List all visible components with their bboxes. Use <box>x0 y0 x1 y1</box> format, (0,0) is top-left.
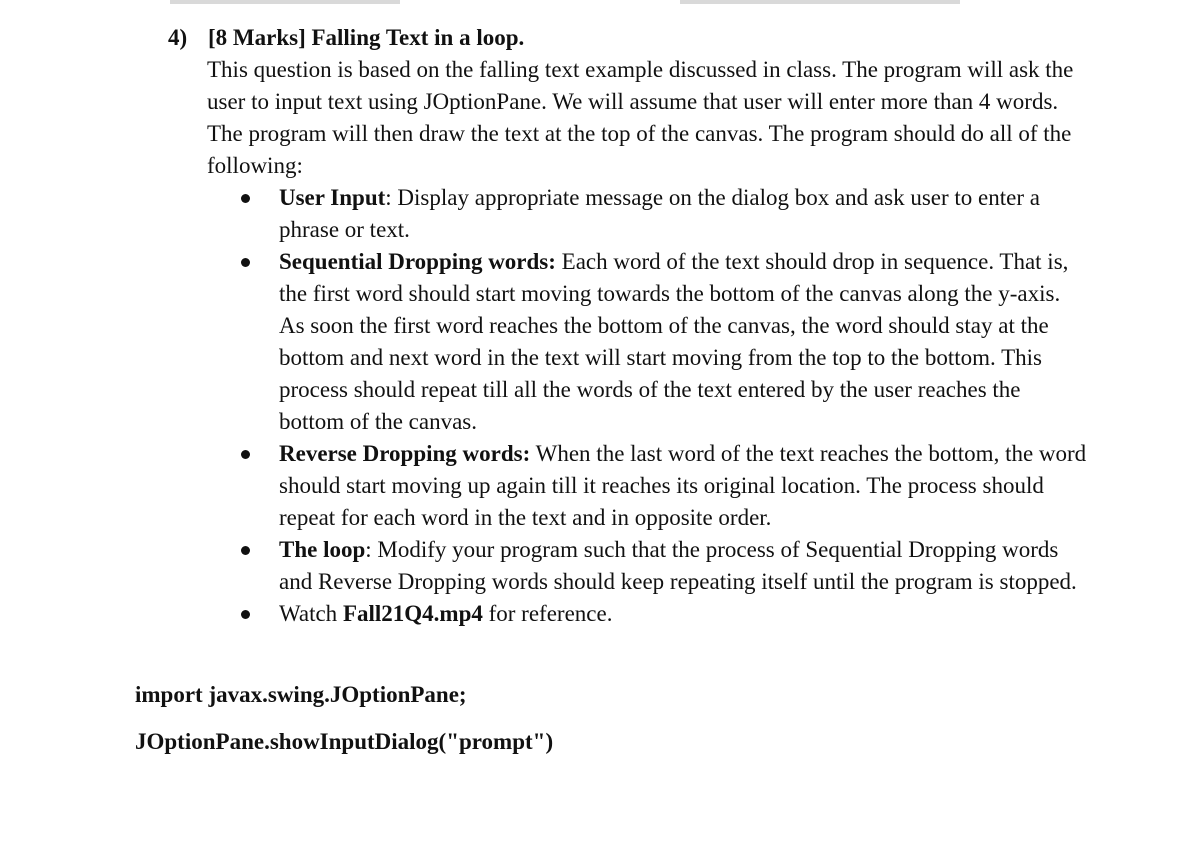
question-heading <box>168 22 524 54</box>
reference-video-filename: Fall21Q4.mp4 <box>342 601 483 626</box>
requirement-user-input <box>207 182 1087 246</box>
requirement-reverse-dropping <box>207 438 1087 534</box>
requirements-list <box>207 182 1087 630</box>
bullet-icon <box>241 610 250 619</box>
requirement-label: Sequential Dropping words: <box>279 249 556 274</box>
bullet-icon <box>241 546 250 555</box>
requirement-label: Reverse Dropping words: <box>279 441 531 466</box>
requirement-watch-video <box>207 598 1087 630</box>
requirement-suffix: for reference. <box>482 601 613 626</box>
requirement-label: The loop <box>279 537 366 562</box>
requirement-label: User Input <box>279 185 386 210</box>
code-import-line: import javax.swing.JOptionPane; <box>135 682 467 707</box>
code-call-line: JOptionPane.showInputDialog("prompt") <box>135 729 554 754</box>
question-body <box>207 54 1087 626</box>
bullet-icon <box>241 450 250 459</box>
requirement-text: When the last word of the text reaches the bottom, the word should start moving up again till it reaches its original location. The process should repeat for each word in the text and in opposite order. <box>279 441 1087 530</box>
requirement-prefix: Watch <box>279 601 343 626</box>
cropped-header-fragment-left <box>170 0 400 4</box>
requirement-text: : Display appropriate message on the dialog box and ask user to enter a phrase or text. <box>279 185 1040 242</box>
bullet-icon <box>241 194 250 203</box>
requirement-text: Each word of the text should drop in sequence. That is, the first word should start moving towards the bottom of the canvas along the y-axis. As soon the first word reaches the bottom of the canvas, the word should stay at the bottom and next word in the text will start moving from the top to the bottom. This process should repeat till all the words of the text entered by the user reaches the bottom of the canvas. <box>279 249 1069 434</box>
question-number: 4) <box>168 25 188 50</box>
question-intro: This question is based on the falling text example discussed in class. The program will ask the user to input text using JOptionPane. We will assume that user will enter more than 4 words. The program will then draw the text at the top of the canvas. The program should do all of the following: <box>207 57 1074 178</box>
requirement-loop <box>207 534 1087 598</box>
requirement-text: : Modify your program such that the process of Sequential Dropping words and Reverse Dropping words should keep repeating itself until the program is stopped. <box>279 537 1077 594</box>
cropped-header-fragment-right <box>680 0 960 4</box>
bullet-icon <box>241 258 250 267</box>
requirement-sequential-dropping <box>207 246 1087 438</box>
question-title: [8 Marks] Falling Text in a loop. <box>208 25 525 50</box>
